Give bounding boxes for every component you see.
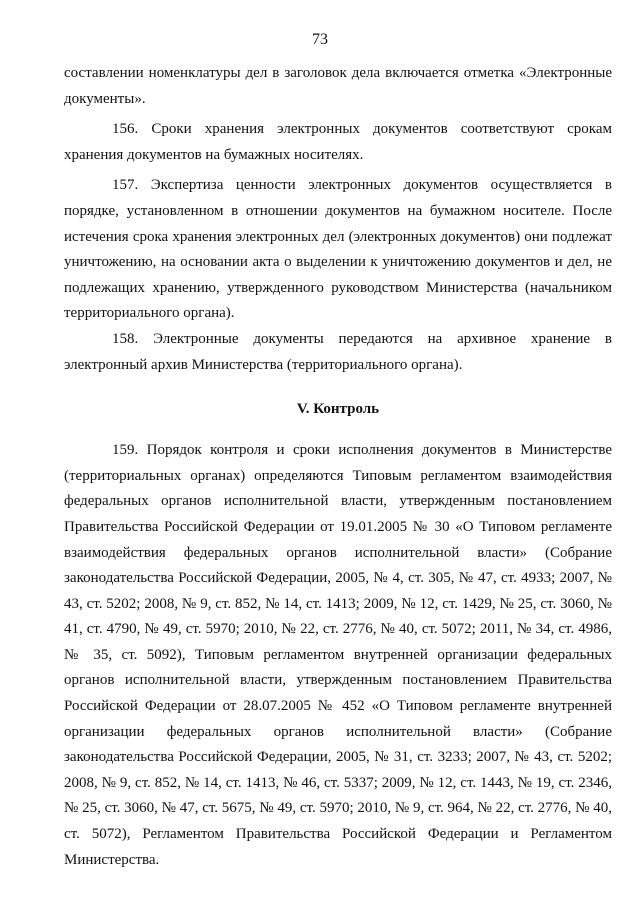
document-body	[64, 61, 612, 873]
page-number: 73	[312, 31, 328, 48]
paragraph-continuation: составлении номенклатуры дел в заголовок дела включается отметка «Электронные документы».	[64, 65, 612, 107]
paragraph-156: 156. Сроки хранения электронных документов соответствуют срокам хранения документов на бумажных носителях.	[64, 121, 612, 163]
section-heading: V. Контроль	[296, 401, 380, 418]
paragraph-158: 158. Электронные документы передаются на архивное хранение в электронный архив Министерства (территориального органа).	[64, 330, 612, 373]
paragraph-157: 157. Экспертиза ценности электронных документов осуществляется в порядке, установленном в отношении документов на бумажном носителе. После истечения срока хранения электронных дел (электронных документов) они подлежат уничтожению, на основании акта о выделении к уничтожению документов и дел, не подлежащих хранению, утвержденного руководством Министерства (начальником территориального органа).	[64, 177, 612, 322]
paragraph-159: 159. Порядок контроля и сроки исполнения документов в Министерстве (территориальных органах) определяются Типовым регламентом взаимодействия федеральных органов исполнительной власти, утвержденным постановлением Правительства Российской Федерации от 19.01.2005 № 30 «О Типовом регламенте взаимодействия федеральных органов исполнительной власти» (Собрание законодательства Российской Федерации, 2005, № 4, ст. 305, № 47, ст. 4933; 2007, № 43, ст. 5202; 2008, № 9, ст. 852, № 14, ст. 1413; 2009, № 12, ст. 1429, № 25, ст. 3060, № 41, ст. 4790, № 49, ст. 5970; 2010, № 22, ст. 2776, № 40, ст. 5072; 2011, № 34, ст. 4986, № 35, ст. 5092), Типовым регламентом внутренней организации федеральных органов исполнительной власти, утвержденным постановлением Правительства Российской Федерации от 28.07.2005 № 452 «О Типовом регламенте внутренней организации федеральных органов исполнительной власти» (Собрание законодательства Российской Федерации, 2005, № 31, ст. 3233; 2007, № 43, ст. 5202; 2008, № 9, ст. 852, № 14, ст. 1413, № 46, ст. 5337; 2009, № 12, ст. 1443, № 19, ст. 2346, № 25, ст. 3060, № 47, ст. 5675, № 49, ст. 5970; 2010, № 9, ст. 964, № 22, ст. 2776, № 40, ст. 5072), Регламентом Правительства Российской Федерации и Регламентом Министерства.	[64, 442, 612, 868]
